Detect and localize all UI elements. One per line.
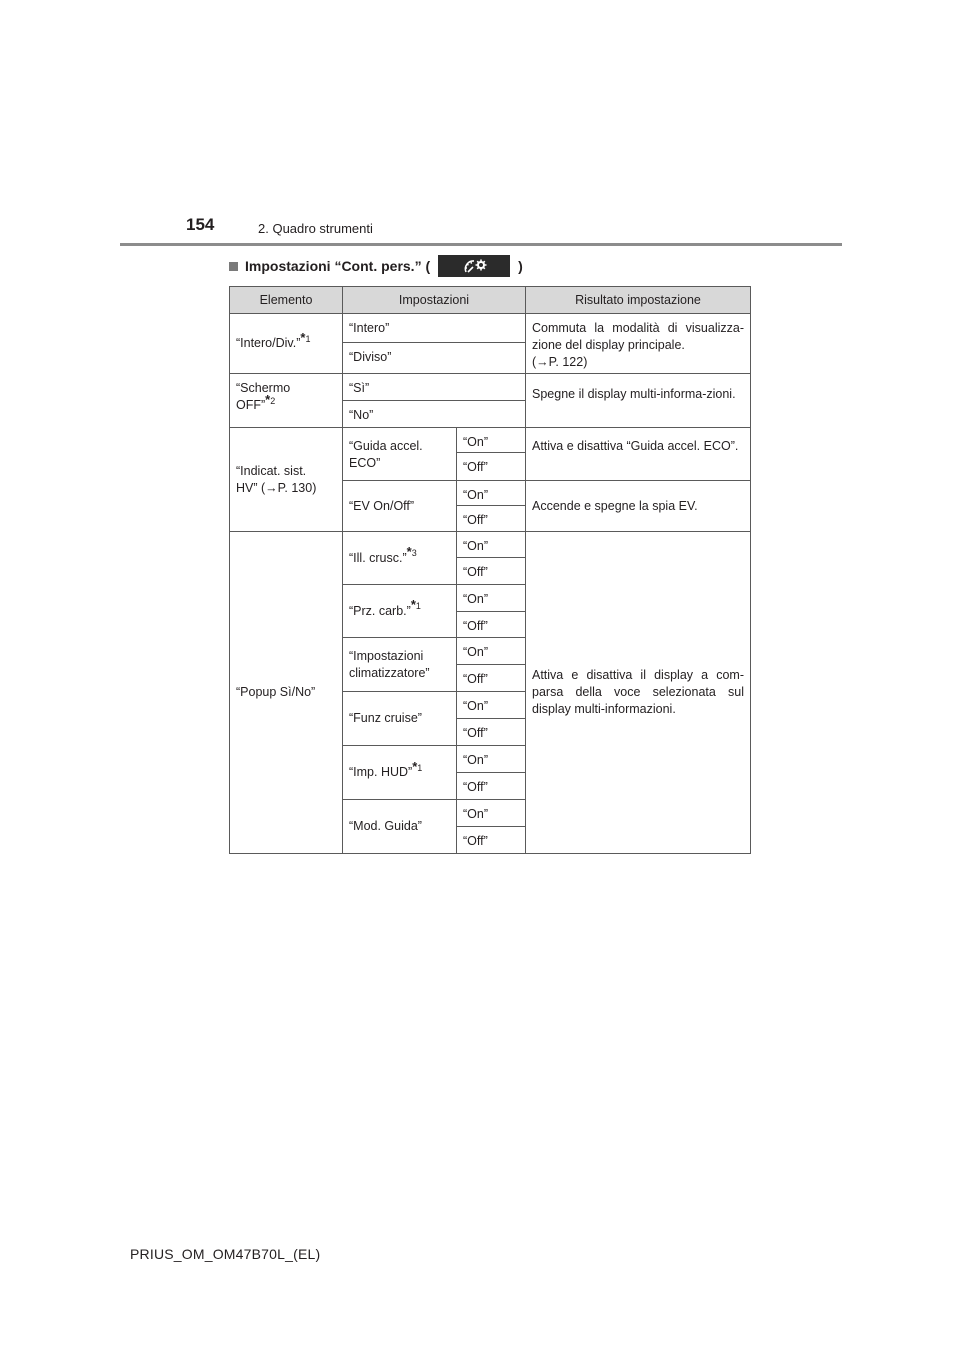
off-cell: “Off” xyxy=(457,773,526,800)
elemento-cell: “Popup Sì/No” xyxy=(230,532,343,854)
footnote-number: 1 xyxy=(417,762,423,773)
header-risultato: Risultato impostazione xyxy=(526,287,751,314)
header-divider xyxy=(120,243,842,246)
result-cell xyxy=(526,374,751,428)
settings-table xyxy=(229,286,751,854)
option-cell: “No” xyxy=(343,401,526,428)
on-cell: “On” xyxy=(457,428,526,453)
section-title-close: ) xyxy=(518,258,523,274)
option-cell xyxy=(343,585,457,638)
chapter-title: 2. Quadro strumenti xyxy=(258,221,373,236)
on-cell: “On” xyxy=(457,638,526,665)
option-cell xyxy=(343,532,457,585)
result-cell: Accende e spegne la spia EV. xyxy=(526,481,751,532)
elemento-cell xyxy=(230,374,343,428)
elemento-label: “Indicat. sist. xyxy=(236,463,307,478)
footnote-star: * xyxy=(412,758,418,774)
result-text: Commuta la modalità di visualizza-zione del display principale. xyxy=(532,321,744,352)
footnote-number: 1 xyxy=(305,333,311,344)
section-title: Impostazioni “Cont. pers.” ( xyxy=(245,258,431,274)
option-cell xyxy=(343,638,457,692)
off-cell: “Off” xyxy=(457,453,526,481)
footnote-star: * xyxy=(265,391,271,407)
off-cell: “Off” xyxy=(457,665,526,692)
option-cell: “Intero” xyxy=(343,314,526,343)
elemento-cell xyxy=(230,314,343,374)
footnote-star: * xyxy=(300,329,306,345)
on-cell: “On” xyxy=(457,585,526,612)
option-cell xyxy=(343,428,457,481)
off-cell: “Off” xyxy=(457,719,526,746)
off-cell: “Off” xyxy=(457,827,526,854)
section-heading xyxy=(229,254,523,278)
footnote-star: * xyxy=(406,544,412,560)
result-text: Spegne il display multi-informa-zioni. xyxy=(532,387,736,401)
option-label: “Guida accel. xyxy=(349,439,423,453)
elemento-cell xyxy=(230,428,343,532)
page-reference: (→P. 122) xyxy=(532,355,588,369)
elemento-label: “Schermo xyxy=(236,381,291,395)
document-id: PRIUS_OM_OM47B70L_(EL) xyxy=(130,1246,321,1262)
table-row xyxy=(230,374,751,401)
off-cell: “Off” xyxy=(457,558,526,585)
header-impostazioni: Impostazioni xyxy=(343,287,526,314)
gauge-gear-icon xyxy=(438,255,510,277)
result-text: Attiva e disattiva “Guida accel. ECO”. xyxy=(532,439,739,453)
option-label: “Imp. HUD” xyxy=(349,765,413,779)
table-row xyxy=(230,532,751,558)
result-cell xyxy=(526,314,751,374)
option-label: “Prz. carb.” xyxy=(349,603,411,618)
result-cell xyxy=(526,428,751,481)
option-cell: “Diviso” xyxy=(343,343,526,374)
option-cell: “Funz cruise” xyxy=(343,692,457,746)
footnote-number: 2 xyxy=(270,395,276,406)
footnote-star: * xyxy=(410,597,416,613)
table-row xyxy=(230,314,751,343)
on-cell: “On” xyxy=(457,481,526,506)
option-label: “Impostazioni xyxy=(349,648,424,663)
footnote-number: 1 xyxy=(415,601,421,612)
on-cell: “On” xyxy=(457,746,526,773)
on-cell: “On” xyxy=(457,800,526,827)
on-cell: “On” xyxy=(457,532,526,558)
option-cell xyxy=(343,746,457,800)
table-row xyxy=(230,428,751,453)
option-cell: “EV On/Off” xyxy=(343,481,457,532)
off-cell: “Off” xyxy=(457,506,526,532)
on-cell: “On” xyxy=(457,692,526,719)
result-cell: Attiva e disattiva il display a com-parsa della voce selezionata sul display multi-informazioni. xyxy=(526,532,751,854)
footnote-number: 3 xyxy=(411,548,417,559)
header-elemento: Elemento xyxy=(230,287,343,314)
option-label: ECO” xyxy=(349,456,381,470)
option-cell: “Mod. Guida” xyxy=(343,800,457,854)
off-cell: “Off” xyxy=(457,612,526,638)
option-label: climatizzatore” xyxy=(349,665,430,680)
elemento-label: OFF” xyxy=(236,398,266,412)
elemento-label: HV” (→P. 130) xyxy=(236,480,317,495)
option-label: “Ill. crusc.” xyxy=(349,550,407,565)
table-header-row xyxy=(230,287,751,314)
elemento-label: “Intero/Div.” xyxy=(236,336,301,350)
option-cell: “Sì” xyxy=(343,374,526,401)
bullet-square-icon xyxy=(229,262,238,271)
page-number: 154 xyxy=(186,215,215,234)
